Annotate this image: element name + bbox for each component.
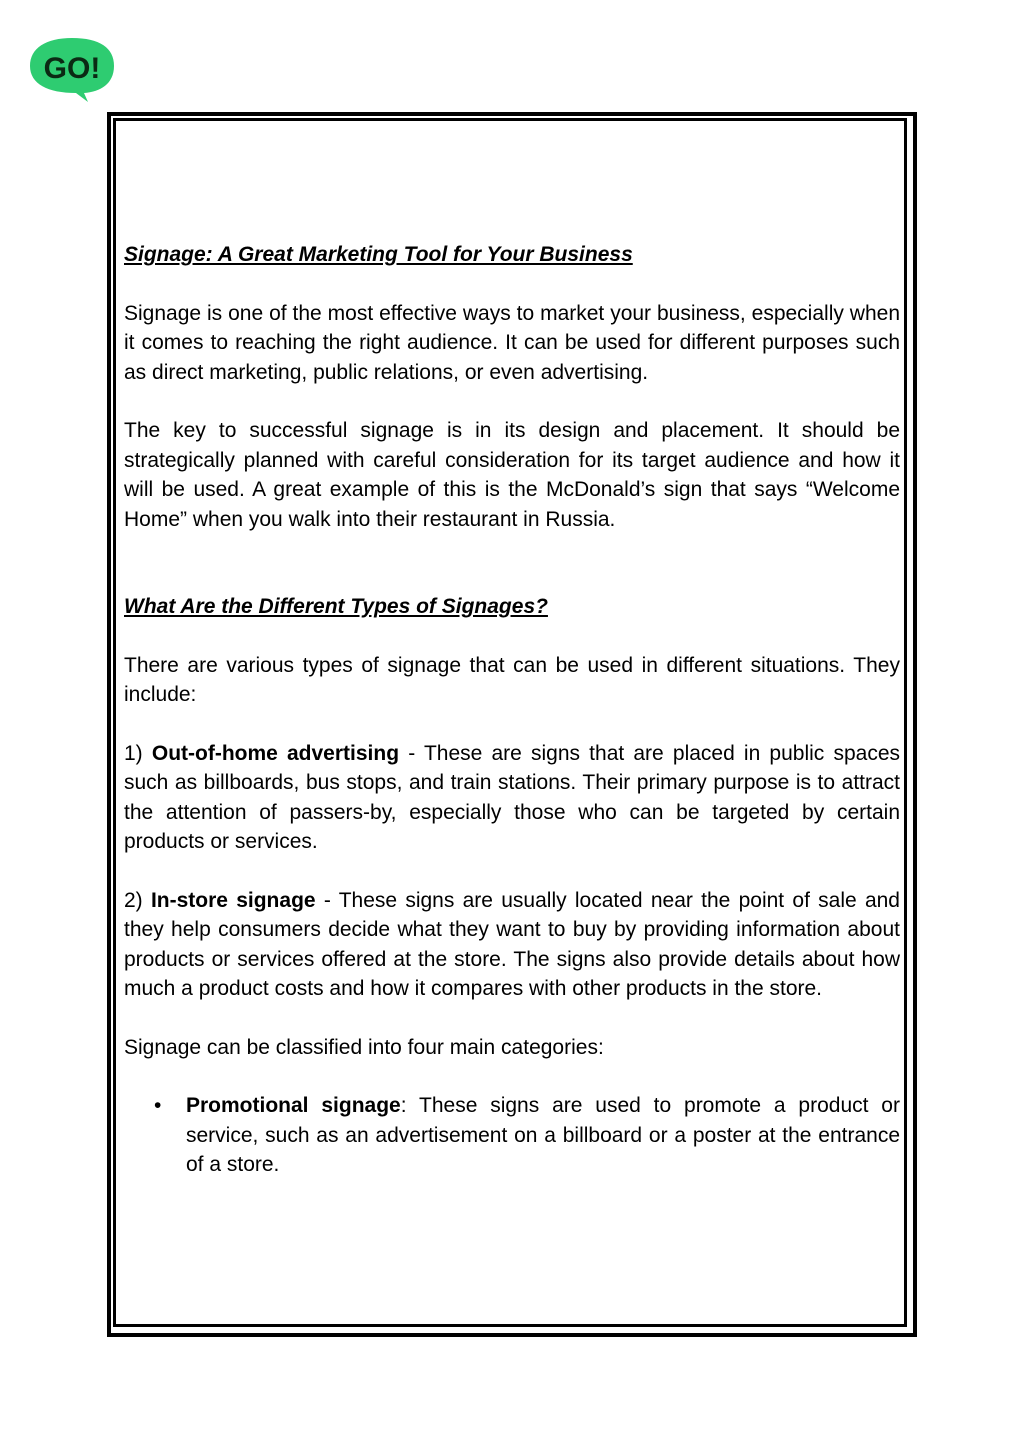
item-number: 1) xyxy=(124,741,143,765)
paragraph-key: The key to successful signage is in its design and placement. It should be strategically planned with careful consideration for its target audience and how it will be used. A great example of this is the McDonald’s sign that says “Welcome Home” when you walk into their restaurant in Russia. xyxy=(124,419,900,531)
paragraph-types-intro: There are various types of signage that can be used in different situations. They include: xyxy=(124,653,900,706)
list-item-out-of-home xyxy=(124,739,900,857)
paragraph-intro: Signage is one of the most effective ways to market your business, especially when it comes to reaching the right audience. It can be used for different purposes such as direct marketing, public relations, or even advertising. xyxy=(124,301,900,384)
bullet-term: Promotional signage xyxy=(186,1094,401,1117)
speech-bubble-logo-icon xyxy=(28,36,116,104)
item-term: In-store signage xyxy=(150,888,316,912)
list-item-in-store xyxy=(124,886,900,1004)
section-heading-types: What Are the Different Types of Signages? xyxy=(124,595,548,618)
logo-text: GO! xyxy=(43,52,101,85)
article-body xyxy=(124,240,900,1180)
bullet-item-promotional xyxy=(124,1091,900,1180)
item-text: - These are signs that are placed in public spaces such as billboards, bus stops, and train stations. Their primary purpose is to attract the attention of passers-by, especially those who can be targeted by certain products or services. xyxy=(124,741,900,853)
item-number: 2) xyxy=(124,888,143,912)
item-text: - These signs are usually located near the point of sale and they help consumers decide what they want to buy by providing information about products or services offered at the store. The signs also provide details about how much a product costs and how it compares with other products in the store. xyxy=(124,888,900,1000)
article-title: Signage: A Great Marketing Tool for Your Business xyxy=(124,243,633,266)
bullet-icon: • xyxy=(154,1094,162,1117)
item-term: Out-of-home advertising xyxy=(151,741,400,765)
go-logo xyxy=(28,36,116,104)
paragraph-categories: Signage can be classified into four main categories: xyxy=(124,1035,604,1059)
bullet-text: : These signs are used to promote a product or service, such as an advertisement on a billboard or a poster at the entrance of a store. xyxy=(186,1094,900,1176)
